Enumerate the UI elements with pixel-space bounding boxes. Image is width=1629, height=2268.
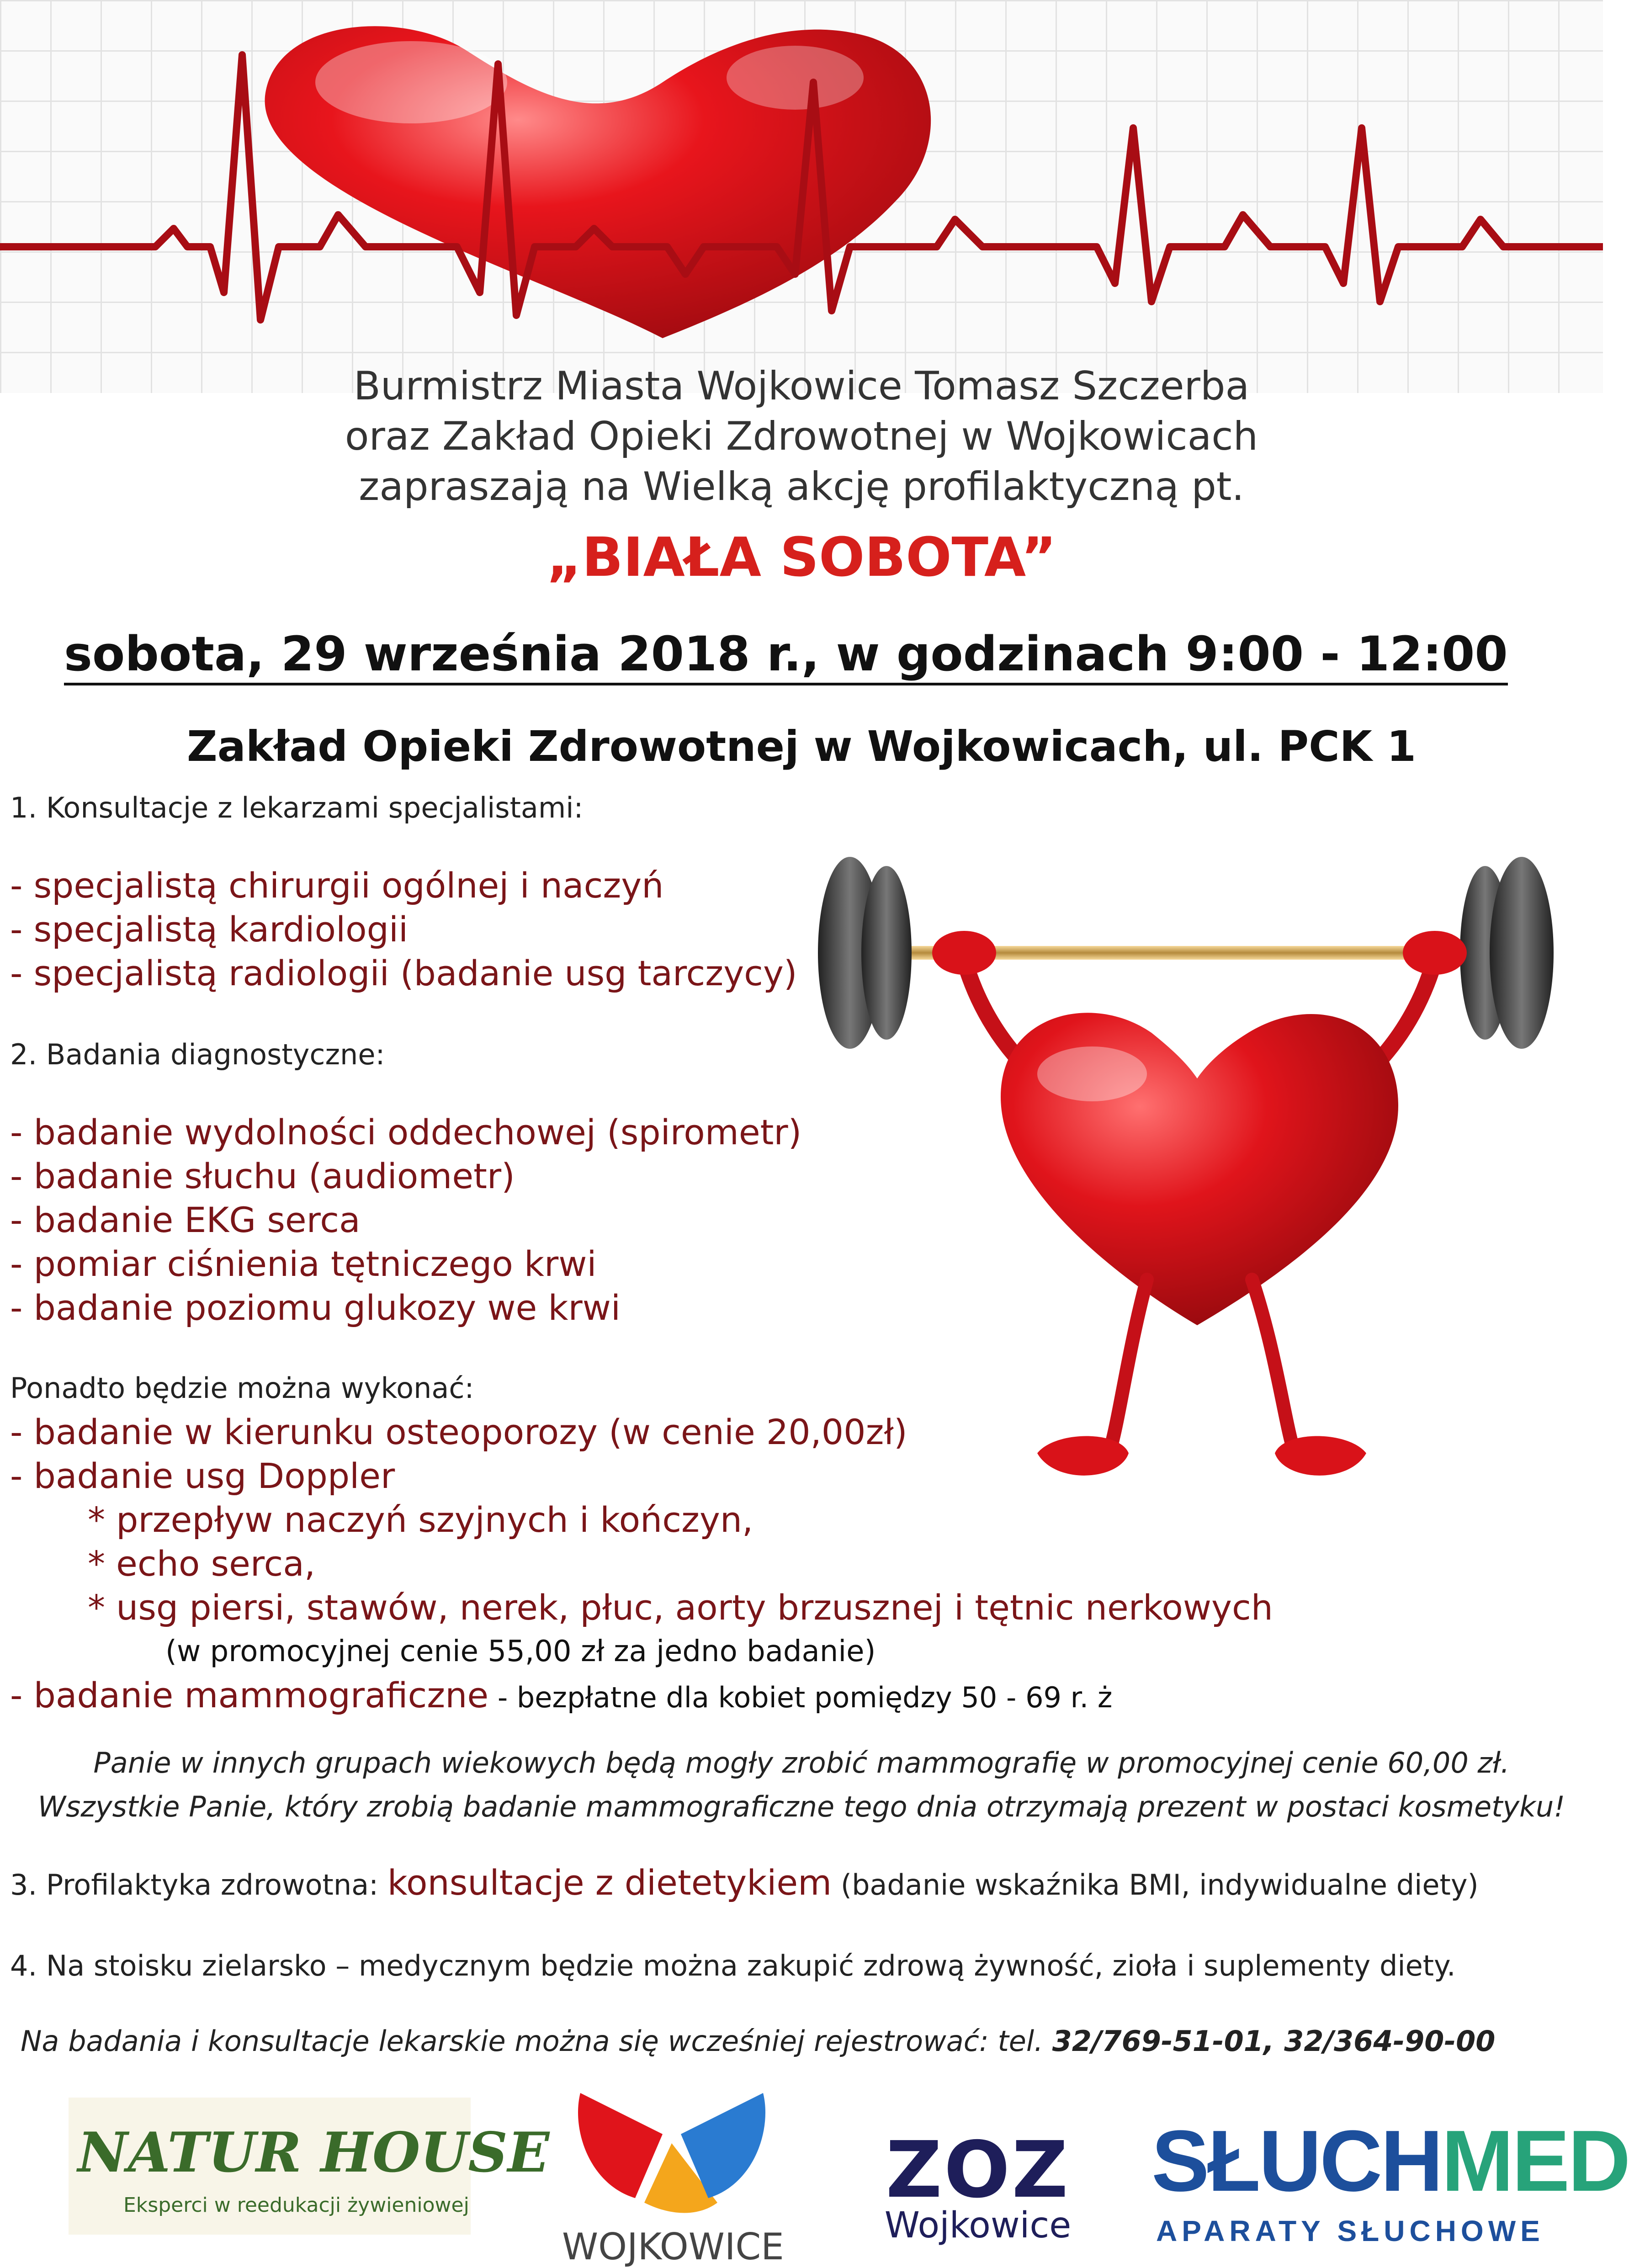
section-1 <box>10 786 583 830</box>
list-item: - pomiar ciśnienia tętniczego krwi <box>10 1243 597 1284</box>
event-date: sobota, 29 września 2018 r., w godzinach 9:00 - 12:00 <box>64 626 1508 685</box>
list-item: - badanie słuchu (audiometr) <box>10 1156 515 1196</box>
wojkowice-logo <box>562 2084 784 2268</box>
extra-heading: Ponadto będzie można wykonać: <box>10 1371 474 1405</box>
list-item: - specjalistą kardiologii <box>10 909 409 950</box>
section-2-heading: 2. Badania diagnostyczne: <box>10 1038 385 1071</box>
section-3-prefix: 3. Profilaktyka zdrowotna: <box>10 1868 387 1902</box>
mammography-note <box>0 1741 1603 1829</box>
list-item: - badanie EKG serca <box>10 1200 361 1240</box>
list-item: - badanie wydolności oddechowej (spirometr) <box>10 1112 802 1153</box>
extra-section <box>10 1366 1273 1720</box>
price-note: (w promocyjnej cenie 55,00 zł za jedno badanie) <box>165 1635 876 1668</box>
mammography-note-line-2: Wszystkie Panie, który zrobią badanie mammograficzne tego dnia otrzymają prezent w postaci kosmetyku! <box>37 1790 1565 1823</box>
zoz-name: ZOZ <box>886 2125 1070 2215</box>
section-3-suffix: (badanie wskaźnika BMI, indywidualne diety) <box>832 1868 1479 1902</box>
list-item: - badanie poziomu glukozy we krwi <box>10 1287 621 1328</box>
section-2-list <box>10 1110 801 1330</box>
mammography-note-line-1: Panie w innych grupach wiekowych będą mogły zrobić mammografię w promocyjnej cenie 60,00 zł. <box>93 1746 1510 1779</box>
intro-line-1: Burmistrz Miasta Wojkowice Tomasz Szczerba <box>353 363 1250 409</box>
sluchmed-name-part1: SŁUCH <box>1151 2113 1442 2210</box>
event-venue: Zakład Opieki Zdrowotnej w Wojkowicach, ul. PCK 1 <box>187 722 1416 771</box>
registration-info <box>21 2024 1495 2058</box>
list-item: - badanie usg Doppler <box>10 1455 395 1496</box>
naturhouse-tagline: Eksperci w reedukacji żywieniowej <box>123 2194 469 2217</box>
wojkowice-emblem-icon <box>562 2084 781 2221</box>
heart-ecg-illustration <box>0 0 1603 393</box>
sub-list-item: * usg piersi, stawów, nerek, płuc, aorty brzusznej i tętnic nerkowych <box>88 1587 1273 1628</box>
registration-phones: 32/769-51-01, 32/364-90-00 <box>1052 2024 1496 2058</box>
sluchmed-name-part2: MED <box>1441 2113 1629 2210</box>
naturhouse-name: NATUR HOUSE <box>78 2120 550 2185</box>
naturhouse-logo <box>69 2098 550 2235</box>
intro-line-2: oraz Zakład Opieki Zdrowotnej w Wojkowicach <box>345 414 1258 459</box>
section-3 <box>10 1862 1479 1903</box>
sluchmed-tagline: APARATY SŁUCHOWE <box>1156 2215 1544 2247</box>
section-3-highlight: konsultacje z dietetykiem <box>387 1862 832 1903</box>
mammo-label: - badanie mammograficzne <box>10 1675 489 1716</box>
wojkowice-name: WOJKOWICE <box>562 2226 784 2268</box>
list-item: - specjalistą chirurgii ogólnej i naczyń <box>10 865 664 906</box>
section-1-heading: 1. Konsultacje z lekarzami specjalistami: <box>10 791 584 824</box>
sub-list-item: * przepływ naczyń szyjnych i kończyn, <box>88 1499 753 1540</box>
section-2 <box>10 1033 385 1077</box>
list-item: - badanie w kierunku osteoporozy (w cenie 20,00zł) <box>10 1412 907 1452</box>
section-1-list <box>10 864 797 995</box>
zoz-logo <box>868 2125 1088 2244</box>
registration-text: Na badania i konsultacje lekarskie można się wcześniej rejestrować: tel. <box>21 2024 1052 2058</box>
section-4: 4. Na stoisku zielarsko – medycznym będzie można zakupić zdrową żywność, zioła i suplementy diety. <box>10 1949 1456 1982</box>
zoz-city: Wojkowice <box>884 2205 1072 2246</box>
sluchmed-logo <box>1151 2111 1629 2248</box>
event-title: „BIAŁA SOBOTA” <box>547 526 1056 589</box>
sub-list-item: * echo serca, <box>88 1543 315 1584</box>
intro-text <box>0 361 1603 512</box>
list-item: - specjalistą radiologii (badanie usg tarczycy) <box>10 953 797 993</box>
mammo-note: - bezpłatne dla kobiet pomiędzy 50 - 69 r. ż <box>488 1681 1113 1714</box>
intro-line-3: zapraszają na Wielką akcję profilaktyczną pt. <box>359 464 1244 510</box>
